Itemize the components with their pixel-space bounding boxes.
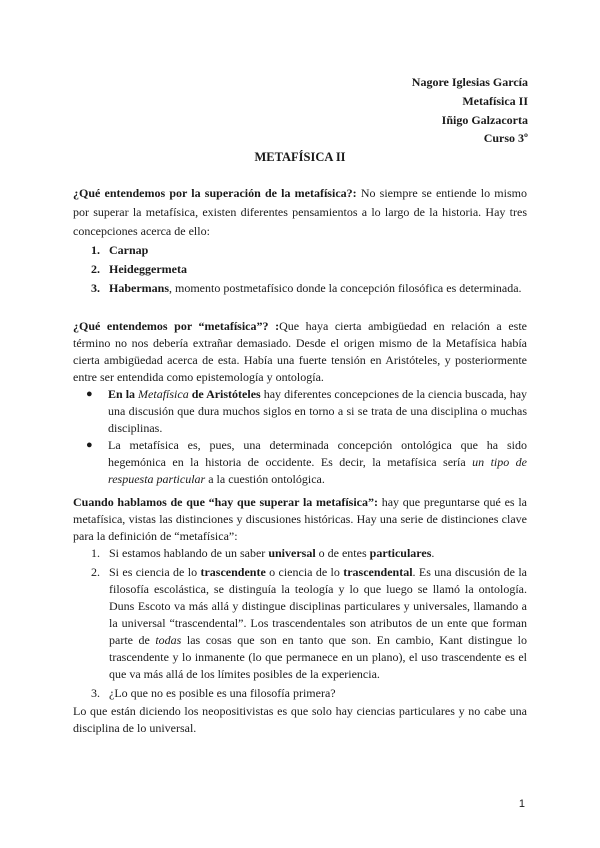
bullet-text: hay diferentes concepciones de la ciencia buscada, hay una discusión que dura muchos siglos en torno a si se trata de una disciplina o muchas disciplinas. bbox=[108, 387, 528, 435]
list-number: 1. bbox=[91, 243, 100, 257]
list-item-label: Habermans bbox=[109, 281, 169, 295]
italic-text: todas bbox=[155, 633, 182, 647]
section-superar-lead: Cuando hablamos de que “hay que superar la metafísica”: bbox=[73, 495, 378, 509]
bold-text: En la bbox=[108, 387, 139, 401]
bullet-icon: ● bbox=[86, 388, 93, 400]
list-item-text: , momento postmetafísico donde la concepción filosófica es determinada. bbox=[169, 281, 522, 295]
list-item-text: . bbox=[431, 546, 435, 560]
list-item bbox=[73, 386, 527, 437]
section-superacion-text: No siempre se entiende lo mismo por superar la metafísica, existen diferentes pensamientos a lo largo de la historia. Hay tres concepciones acerca de ello: bbox=[73, 186, 527, 238]
list-item bbox=[73, 241, 527, 260]
section-superar-paragraph bbox=[73, 494, 527, 545]
list-item bbox=[73, 279, 527, 298]
document-title: METAFÍSICA II bbox=[254, 150, 346, 164]
section-metafisica-paragraph bbox=[73, 318, 527, 386]
bold-text: trascendental bbox=[343, 565, 413, 579]
section-superar bbox=[73, 494, 527, 702]
list-number: 2. bbox=[91, 262, 100, 276]
list-item-text: . Es una discusión de la filosofía escolástica, se distinguía la teología y lo que luego se llamó la ontología. Duns Escoto va más allá y distingue disciplinas particulares y universales, llamando a la universal “trascendental”. Los trascendentales son atributos de un ente que forman parte de bbox=[109, 565, 527, 647]
section-metafisica-text: Que haya cierta ambigüedad en relación a este término no nos debería extrañar demasiado. Desde el origen mismo de la Metafísica había cierta ambigüedad acerca de esta. Había una fuerte tensión en Aristóteles, y posteriormente entre ser entendida como epistemología y ontología. bbox=[73, 319, 527, 384]
header-course: Curso 3º bbox=[483, 131, 528, 145]
section-superacion-paragraph bbox=[73, 184, 527, 241]
list-item-text: las cosas que son en tanto que son. En cambio, Kant distingue lo trascendente y lo inmanente (lo que permanece en un plano), el uso trascendente es el que va más allá de los límites posibles de la experiencia. bbox=[109, 633, 527, 681]
distinctions-list bbox=[73, 545, 527, 702]
list-item-label: Carnap bbox=[109, 243, 149, 257]
closing-paragraph bbox=[73, 703, 527, 737]
list-number: 3. bbox=[91, 281, 100, 295]
bold-text: universal bbox=[268, 546, 316, 560]
section-superar-text: hay que preguntarse qué es la metafísica, vistas las distinciones y discusiones históricas. Hay una serie de distinciones clave para la definición de “metafísica”: bbox=[73, 495, 527, 543]
list-item bbox=[73, 545, 527, 562]
conceptions-list bbox=[73, 241, 527, 298]
list-item-text: ¿Lo que no es posible es una filosofía primera? bbox=[109, 686, 336, 700]
list-item-text: o ciencia de lo bbox=[265, 565, 344, 579]
metafisica-bullets bbox=[73, 386, 527, 488]
bullet-text: a la cuestión ontológica. bbox=[205, 472, 325, 486]
section-superacion bbox=[73, 184, 527, 298]
section-superacion-question: ¿Qué entendemos por la superación de la metafísica?: bbox=[73, 186, 357, 200]
header-author: Nagore Iglesias García bbox=[411, 75, 528, 89]
list-item bbox=[73, 564, 527, 683]
italic-text: Metafísica bbox=[138, 387, 189, 401]
list-number: 2. bbox=[91, 565, 100, 579]
list-item bbox=[73, 685, 527, 702]
list-item bbox=[73, 437, 527, 488]
bullet-text: La metafísica es, pues, una determinada concepción ontológica que ha sido hegemónica en la historia de occidente. Es decir, la metafísica sería bbox=[108, 438, 527, 469]
section-metafisica-question: ¿Qué entendemos por “metafísica”? : bbox=[73, 319, 280, 333]
list-item-label: Heideggermeta bbox=[109, 262, 187, 276]
closing-text: Lo que están diciendo los neopositivistas es que solo hay ciencias particulares y no cabe una disciplina de lo universal. bbox=[73, 704, 527, 735]
list-item bbox=[73, 260, 527, 279]
list-number: 3. bbox=[91, 686, 100, 700]
list-item-text: o de entes bbox=[315, 546, 370, 560]
italic-text: un tipo de respuesta particular bbox=[108, 455, 528, 486]
section-metafisica bbox=[73, 318, 527, 488]
bold-text: particulares bbox=[369, 546, 432, 560]
page-number: 1 bbox=[518, 798, 525, 810]
bold-text: de Aristóteles bbox=[188, 387, 261, 401]
list-item-text: Si estamos hablando de un saber bbox=[109, 546, 269, 560]
list-number: 1. bbox=[91, 546, 100, 560]
header-subject: Metafísica II bbox=[462, 94, 528, 108]
list-item-text: Si es ciencia de lo bbox=[109, 565, 201, 579]
bold-text: trascendente bbox=[200, 565, 266, 579]
header-teacher: Iñigo Galzacorta bbox=[441, 113, 528, 127]
bullet-icon: ● bbox=[86, 439, 93, 451]
